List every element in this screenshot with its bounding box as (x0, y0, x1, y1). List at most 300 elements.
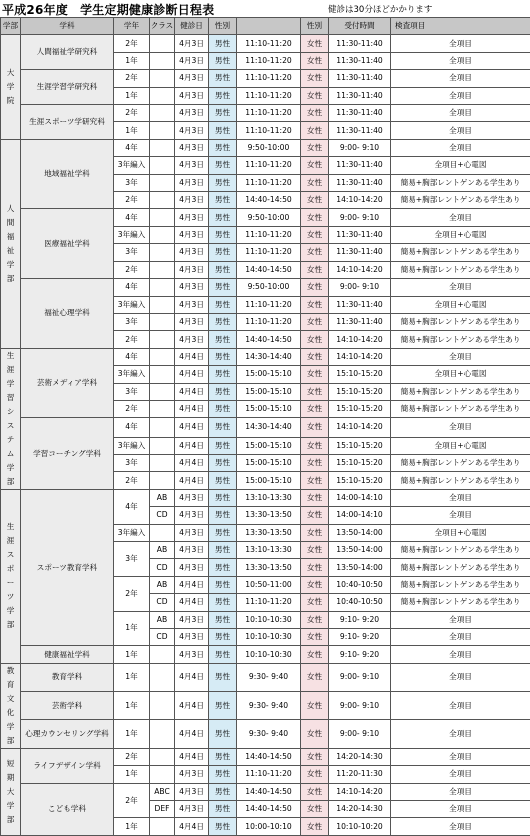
male-gender-cell: 男性 (209, 35, 237, 52)
male-time-cell: 11:10-11:20 (237, 87, 301, 104)
male-time-cell: 10:10-10:30 (237, 611, 301, 628)
class-cell (150, 174, 175, 191)
year-cell: 1年 (114, 52, 150, 69)
faculty-cell (1, 139, 21, 348)
female-gender-cell: 女性 (301, 801, 329, 818)
class-cell (150, 313, 175, 330)
year-cell: 3年 (114, 541, 150, 576)
male-gender-cell: 男性 (209, 313, 237, 330)
exam-items-cell: 全項目 (391, 489, 530, 506)
schedule-body (1, 35, 530, 835)
department-cell: 医療福祉学科 (21, 209, 114, 279)
table-row (1, 279, 530, 296)
male-time-cell: 15:00-15:10 (237, 383, 301, 400)
col-year: 学年 (114, 18, 150, 35)
year-cell: 2年 (114, 400, 150, 417)
exam-items-cell: 全項目+心電図 (391, 437, 530, 454)
female-gender-cell: 女性 (301, 748, 329, 765)
exam-items-cell: 全項目 (391, 35, 530, 52)
exam-items-cell: 簡易+胸部レントゲンある学生あり (391, 331, 530, 348)
class-cell (150, 748, 175, 765)
department-cell: 生涯スポーツ学研究科 (21, 105, 114, 140)
page-header (0, 0, 530, 16)
col-department: 学科 (21, 18, 114, 35)
female-reception-time-cell: 10:40-10:50 (329, 594, 391, 611)
col-faculty: 学部 (1, 18, 21, 35)
male-gender-cell: 男性 (209, 226, 237, 243)
exam-items-cell: 全項目 (391, 209, 530, 226)
year-cell: 2年 (114, 783, 150, 818)
class-cell (150, 454, 175, 471)
department-cell: 教育学科 (21, 663, 114, 691)
male-time-cell: 11:10-11:20 (237, 313, 301, 330)
date-cell: 4月3日 (175, 139, 209, 156)
class-cell (150, 383, 175, 400)
year-cell: 2年 (114, 472, 150, 489)
year-cell: 1年 (114, 720, 150, 748)
male-gender-cell: 男性 (209, 748, 237, 765)
faculty-cell (1, 748, 21, 835)
year-cell: 1年 (114, 87, 150, 104)
female-reception-time-cell: 15:10-15:20 (329, 454, 391, 471)
date-cell: 4月4日 (175, 348, 209, 365)
class-cell (150, 331, 175, 348)
department-cell: 人間福祉学研究科 (21, 35, 114, 70)
male-gender-cell: 男性 (209, 454, 237, 471)
year-cell: 3年編入 (114, 524, 150, 541)
class-cell (150, 472, 175, 489)
male-time-cell: 9:50-10:00 (237, 279, 301, 296)
date-cell: 4月3日 (175, 70, 209, 87)
department-cell: 心理カウンセリング学科 (21, 720, 114, 748)
male-time-cell: 13:10-13:30 (237, 489, 301, 506)
female-reception-time-cell: 15:10-15:20 (329, 366, 391, 383)
class-cell (150, 209, 175, 226)
date-cell: 4月4日 (175, 383, 209, 400)
class-cell (150, 70, 175, 87)
female-gender-cell: 女性 (301, 192, 329, 209)
male-time-cell: 11:10-11:20 (237, 244, 301, 261)
female-reception-time-cell: 11:30-11:40 (329, 313, 391, 330)
female-reception-time-cell: 11:30-11:40 (329, 87, 391, 104)
date-cell: 4月4日 (175, 663, 209, 691)
year-cell: 3年編入 (114, 226, 150, 243)
year-cell: 4年 (114, 139, 150, 156)
female-gender-cell: 女性 (301, 244, 329, 261)
class-cell (150, 692, 175, 720)
year-cell: 1年 (114, 766, 150, 783)
female-reception-time-cell: 14:10-14:20 (329, 348, 391, 365)
table-row (1, 692, 530, 720)
year-cell: 2年 (114, 105, 150, 122)
class-cell (150, 524, 175, 541)
female-gender-cell: 女性 (301, 541, 329, 558)
table-row (1, 418, 530, 437)
male-time-cell: 13:10-13:30 (237, 541, 301, 558)
date-cell: 4月3日 (175, 783, 209, 800)
exam-items-cell: 全項目 (391, 418, 530, 437)
exam-items-cell: 全項目 (391, 818, 530, 835)
date-cell: 4月4日 (175, 692, 209, 720)
female-gender-cell: 女性 (301, 157, 329, 174)
class-cell (150, 122, 175, 139)
male-gender-cell: 男性 (209, 576, 237, 593)
date-cell: 4月3日 (175, 628, 209, 645)
col-reception-time: 受付時間 (329, 18, 391, 35)
date-cell: 4月4日 (175, 748, 209, 765)
faculty-cell (1, 348, 21, 489)
class-cell (150, 35, 175, 52)
date-cell: 4月3日 (175, 226, 209, 243)
female-reception-time-cell: 9:10- 9:20 (329, 611, 391, 628)
class-cell (150, 105, 175, 122)
female-gender-cell: 女性 (301, 611, 329, 628)
date-cell: 4月3日 (175, 105, 209, 122)
female-gender-cell: 女性 (301, 663, 329, 691)
date-cell: 4月3日 (175, 801, 209, 818)
exam-items-cell: 全項目 (391, 720, 530, 748)
faculty-cell (1, 489, 21, 663)
male-gender-cell: 男性 (209, 801, 237, 818)
class-cell (150, 720, 175, 748)
female-reception-time-cell: 9:00- 9:10 (329, 209, 391, 226)
date-cell: 4月3日 (175, 157, 209, 174)
faculty-label: 大学院 (6, 66, 16, 108)
col-male-time (237, 18, 301, 35)
male-gender-cell: 男性 (209, 174, 237, 191)
class-cell: CD (150, 594, 175, 611)
exam-items-cell: 全項目 (391, 692, 530, 720)
date-cell: 4月3日 (175, 87, 209, 104)
exam-items-cell: 全項目 (391, 52, 530, 69)
male-time-cell: 15:00-15:10 (237, 400, 301, 417)
year-cell: 3年 (114, 454, 150, 471)
department-cell: こども学科 (21, 783, 114, 835)
table-row (1, 663, 530, 691)
female-reception-time-cell: 11:30-11:40 (329, 244, 391, 261)
class-cell (150, 348, 175, 365)
year-cell: 4年 (114, 209, 150, 226)
female-gender-cell: 女性 (301, 628, 329, 645)
female-reception-time-cell: 10:40-10:50 (329, 576, 391, 593)
female-gender-cell: 女性 (301, 261, 329, 278)
class-cell (150, 400, 175, 417)
female-gender-cell: 女性 (301, 87, 329, 104)
date-cell: 4月3日 (175, 52, 209, 69)
male-gender-cell: 男性 (209, 209, 237, 226)
female-gender-cell: 女性 (301, 174, 329, 191)
female-reception-time-cell: 13:50-14:00 (329, 541, 391, 558)
table-row (1, 748, 530, 765)
male-time-cell: 15:00-15:10 (237, 437, 301, 454)
male-time-cell: 14:30-14:40 (237, 348, 301, 365)
male-gender-cell: 男性 (209, 646, 237, 663)
female-reception-time-cell: 11:30-11:40 (329, 296, 391, 313)
female-gender-cell: 女性 (301, 818, 329, 835)
male-time-cell: 11:10-11:20 (237, 122, 301, 139)
class-cell: CD (150, 559, 175, 576)
female-reception-time-cell: 15:10-15:20 (329, 383, 391, 400)
male-time-cell: 9:30- 9:40 (237, 720, 301, 748)
male-time-cell: 11:10-11:20 (237, 105, 301, 122)
male-gender-cell: 男性 (209, 692, 237, 720)
female-gender-cell: 女性 (301, 279, 329, 296)
class-cell (150, 226, 175, 243)
faculty-cell (1, 35, 21, 139)
date-cell: 4月3日 (175, 174, 209, 191)
male-gender-cell: 男性 (209, 105, 237, 122)
male-time-cell: 9:50-10:00 (237, 139, 301, 156)
table-row (1, 70, 530, 87)
female-reception-time-cell: 9:10- 9:20 (329, 628, 391, 645)
department-cell: 地域福祉学科 (21, 139, 114, 209)
table-row (1, 720, 530, 748)
table-row (1, 35, 530, 52)
male-time-cell: 13:30-13:50 (237, 507, 301, 524)
col-gender-female: 性別 (301, 18, 329, 35)
year-cell: 1年 (114, 692, 150, 720)
female-reception-time-cell: 14:10-14:20 (329, 192, 391, 209)
year-cell: 3年 (114, 174, 150, 191)
exam-items-cell: 全項目 (391, 783, 530, 800)
class-cell (150, 646, 175, 663)
male-gender-cell: 男性 (209, 611, 237, 628)
date-cell: 4月3日 (175, 313, 209, 330)
class-cell (150, 279, 175, 296)
table-row (1, 646, 530, 663)
exam-items-cell: 全項目 (391, 507, 530, 524)
male-gender-cell: 男性 (209, 541, 237, 558)
table-row (1, 783, 530, 800)
male-gender-cell: 男性 (209, 418, 237, 437)
male-gender-cell: 男性 (209, 472, 237, 489)
female-reception-time-cell: 14:20-14:30 (329, 801, 391, 818)
female-gender-cell: 女性 (301, 783, 329, 800)
class-cell (150, 192, 175, 209)
department-cell: 学習コーチング学科 (21, 418, 114, 489)
male-gender-cell: 男性 (209, 87, 237, 104)
male-gender-cell: 男性 (209, 296, 237, 313)
female-gender-cell: 女性 (301, 720, 329, 748)
class-cell (150, 366, 175, 383)
date-cell: 4月4日 (175, 400, 209, 417)
female-gender-cell: 女性 (301, 366, 329, 383)
male-gender-cell: 男性 (209, 157, 237, 174)
female-gender-cell: 女性 (301, 766, 329, 783)
department-cell: 福祉心理学科 (21, 279, 114, 349)
female-gender-cell: 女性 (301, 594, 329, 611)
class-cell: AB (150, 489, 175, 506)
date-cell: 4月3日 (175, 541, 209, 558)
class-cell (150, 663, 175, 691)
male-gender-cell: 男性 (209, 766, 237, 783)
date-cell: 4月3日 (175, 331, 209, 348)
female-gender-cell: 女性 (301, 331, 329, 348)
exam-items-cell: 全項目+心電図 (391, 366, 530, 383)
year-cell: 3年編入 (114, 366, 150, 383)
female-gender-cell: 女性 (301, 576, 329, 593)
male-time-cell: 10:50-11:00 (237, 576, 301, 593)
table-row (1, 105, 530, 122)
male-gender-cell: 男性 (209, 70, 237, 87)
class-cell: AB (150, 611, 175, 628)
exam-items-cell: 全項目 (391, 87, 530, 104)
female-reception-time-cell: 11:30-11:40 (329, 174, 391, 191)
female-reception-time-cell: 11:30-11:40 (329, 157, 391, 174)
female-reception-time-cell: 13:50-14:00 (329, 559, 391, 576)
female-gender-cell: 女性 (301, 313, 329, 330)
exam-items-cell: 全項目 (391, 105, 530, 122)
female-reception-time-cell: 11:20-11:30 (329, 766, 391, 783)
male-time-cell: 10:10-10:30 (237, 646, 301, 663)
exam-items-cell: 簡易+胸部レントゲンある学生あり (391, 313, 530, 330)
table-row (1, 348, 530, 365)
female-gender-cell: 女性 (301, 524, 329, 541)
class-cell (150, 437, 175, 454)
schedule-table (0, 17, 530, 836)
male-gender-cell: 男性 (209, 348, 237, 365)
female-gender-cell: 女性 (301, 70, 329, 87)
exam-items-cell: 簡易+胸部レントゲンある学生あり (391, 261, 530, 278)
female-reception-time-cell: 14:10-14:20 (329, 418, 391, 437)
female-gender-cell: 女性 (301, 400, 329, 417)
male-gender-cell: 男性 (209, 400, 237, 417)
table-row (1, 209, 530, 226)
date-cell: 4月3日 (175, 244, 209, 261)
exam-items-cell: 全項目 (391, 279, 530, 296)
year-cell: 4年 (114, 489, 150, 524)
date-cell: 4月3日 (175, 279, 209, 296)
male-time-cell: 13:30-13:50 (237, 524, 301, 541)
male-gender-cell: 男性 (209, 524, 237, 541)
male-time-cell: 11:10-11:20 (237, 296, 301, 313)
class-cell: ABC (150, 783, 175, 800)
female-reception-time-cell: 11:30-11:40 (329, 70, 391, 87)
female-reception-time-cell: 14:20-14:30 (329, 748, 391, 765)
male-gender-cell: 男性 (209, 366, 237, 383)
female-reception-time-cell: 11:30-11:40 (329, 52, 391, 69)
male-gender-cell: 男性 (209, 663, 237, 691)
col-exam-items: 検査項目 (391, 18, 530, 35)
date-cell: 4月3日 (175, 209, 209, 226)
faculty-label: 生涯学習システム学部 (6, 349, 16, 489)
class-cell (150, 818, 175, 835)
exam-items-cell: 全項目 (391, 122, 530, 139)
year-cell: 1年 (114, 122, 150, 139)
exam-items-cell: 全項目+心電図 (391, 157, 530, 174)
female-reception-time-cell: 10:10-10:20 (329, 818, 391, 835)
male-gender-cell: 男性 (209, 261, 237, 278)
female-gender-cell: 女性 (301, 35, 329, 52)
date-cell: 4月4日 (175, 818, 209, 835)
year-cell: 3年編入 (114, 437, 150, 454)
female-gender-cell: 女性 (301, 139, 329, 156)
date-cell: 4月3日 (175, 261, 209, 278)
date-cell: 4月3日 (175, 646, 209, 663)
female-gender-cell: 女性 (301, 559, 329, 576)
male-time-cell: 11:10-11:20 (237, 766, 301, 783)
date-cell: 4月4日 (175, 366, 209, 383)
exam-items-cell: 簡易+胸部レントゲンある学生あり (391, 400, 530, 417)
female-reception-time-cell: 13:50-14:00 (329, 524, 391, 541)
table-row (1, 139, 530, 156)
department-cell: 生涯学習学研究科 (21, 70, 114, 105)
class-cell (150, 296, 175, 313)
male-time-cell: 10:00-10:10 (237, 818, 301, 835)
faculty-label: 人間福祉学部 (6, 202, 16, 286)
date-cell: 4月3日 (175, 296, 209, 313)
male-gender-cell: 男性 (209, 244, 237, 261)
year-cell: 2年 (114, 261, 150, 278)
male-time-cell: 14:40-14:50 (237, 783, 301, 800)
female-gender-cell: 女性 (301, 692, 329, 720)
female-reception-time-cell: 14:10-14:20 (329, 783, 391, 800)
class-cell (150, 244, 175, 261)
exam-items-cell: 全項目 (391, 801, 530, 818)
male-gender-cell: 男性 (209, 437, 237, 454)
date-cell: 4月3日 (175, 122, 209, 139)
exam-items-cell: 簡易+胸部レントゲンある学生あり (391, 244, 530, 261)
female-gender-cell: 女性 (301, 489, 329, 506)
male-gender-cell: 男性 (209, 594, 237, 611)
date-cell: 4月4日 (175, 576, 209, 593)
male-time-cell: 15:00-15:10 (237, 366, 301, 383)
page-title: 平成26年度 学生定期健康診断日程表 (2, 1, 214, 18)
faculty-label: 教育文化学部 (6, 664, 16, 748)
female-gender-cell: 女性 (301, 52, 329, 69)
class-cell (150, 52, 175, 69)
male-time-cell: 9:50-10:00 (237, 209, 301, 226)
male-time-cell: 13:30-13:50 (237, 559, 301, 576)
year-cell: 2年 (114, 748, 150, 765)
female-reception-time-cell: 9:00- 9:10 (329, 692, 391, 720)
exam-items-cell: 簡易+胸部レントゲンある学生あり (391, 454, 530, 471)
female-reception-time-cell: 9:00- 9:10 (329, 139, 391, 156)
male-time-cell: 11:10-11:20 (237, 174, 301, 191)
year-cell: 3年 (114, 313, 150, 330)
year-cell: 4年 (114, 348, 150, 365)
female-gender-cell: 女性 (301, 454, 329, 471)
date-cell: 4月4日 (175, 418, 209, 437)
female-gender-cell: 女性 (301, 105, 329, 122)
female-reception-time-cell: 15:10-15:20 (329, 437, 391, 454)
year-cell: 2年 (114, 35, 150, 52)
male-gender-cell: 男性 (209, 279, 237, 296)
exam-items-cell: 全項目 (391, 611, 530, 628)
department-cell: スポーツ教育学科 (21, 489, 114, 646)
female-reception-time-cell: 15:10-15:20 (329, 472, 391, 489)
faculty-label: 生涯スポーツ学部 (6, 520, 16, 632)
table-row (1, 489, 530, 506)
col-gender-male: 性別 (209, 18, 237, 35)
class-cell (150, 139, 175, 156)
male-gender-cell: 男性 (209, 559, 237, 576)
year-cell: 1年 (114, 611, 150, 646)
class-cell (150, 87, 175, 104)
department-cell: 芸術メディア学科 (21, 348, 114, 418)
male-time-cell: 11:10-11:20 (237, 594, 301, 611)
exam-items-cell: 簡易+胸部レントゲンある学生あり (391, 383, 530, 400)
col-date: 健診日 (175, 18, 209, 35)
date-cell: 4月3日 (175, 559, 209, 576)
male-gender-cell: 男性 (209, 383, 237, 400)
male-gender-cell: 男性 (209, 783, 237, 800)
female-reception-time-cell: 14:10-14:20 (329, 331, 391, 348)
female-reception-time-cell: 14:00-14:10 (329, 507, 391, 524)
female-gender-cell: 女性 (301, 348, 329, 365)
exam-items-cell: 簡易+胸部レントゲンある学生あり (391, 576, 530, 593)
class-cell (150, 261, 175, 278)
